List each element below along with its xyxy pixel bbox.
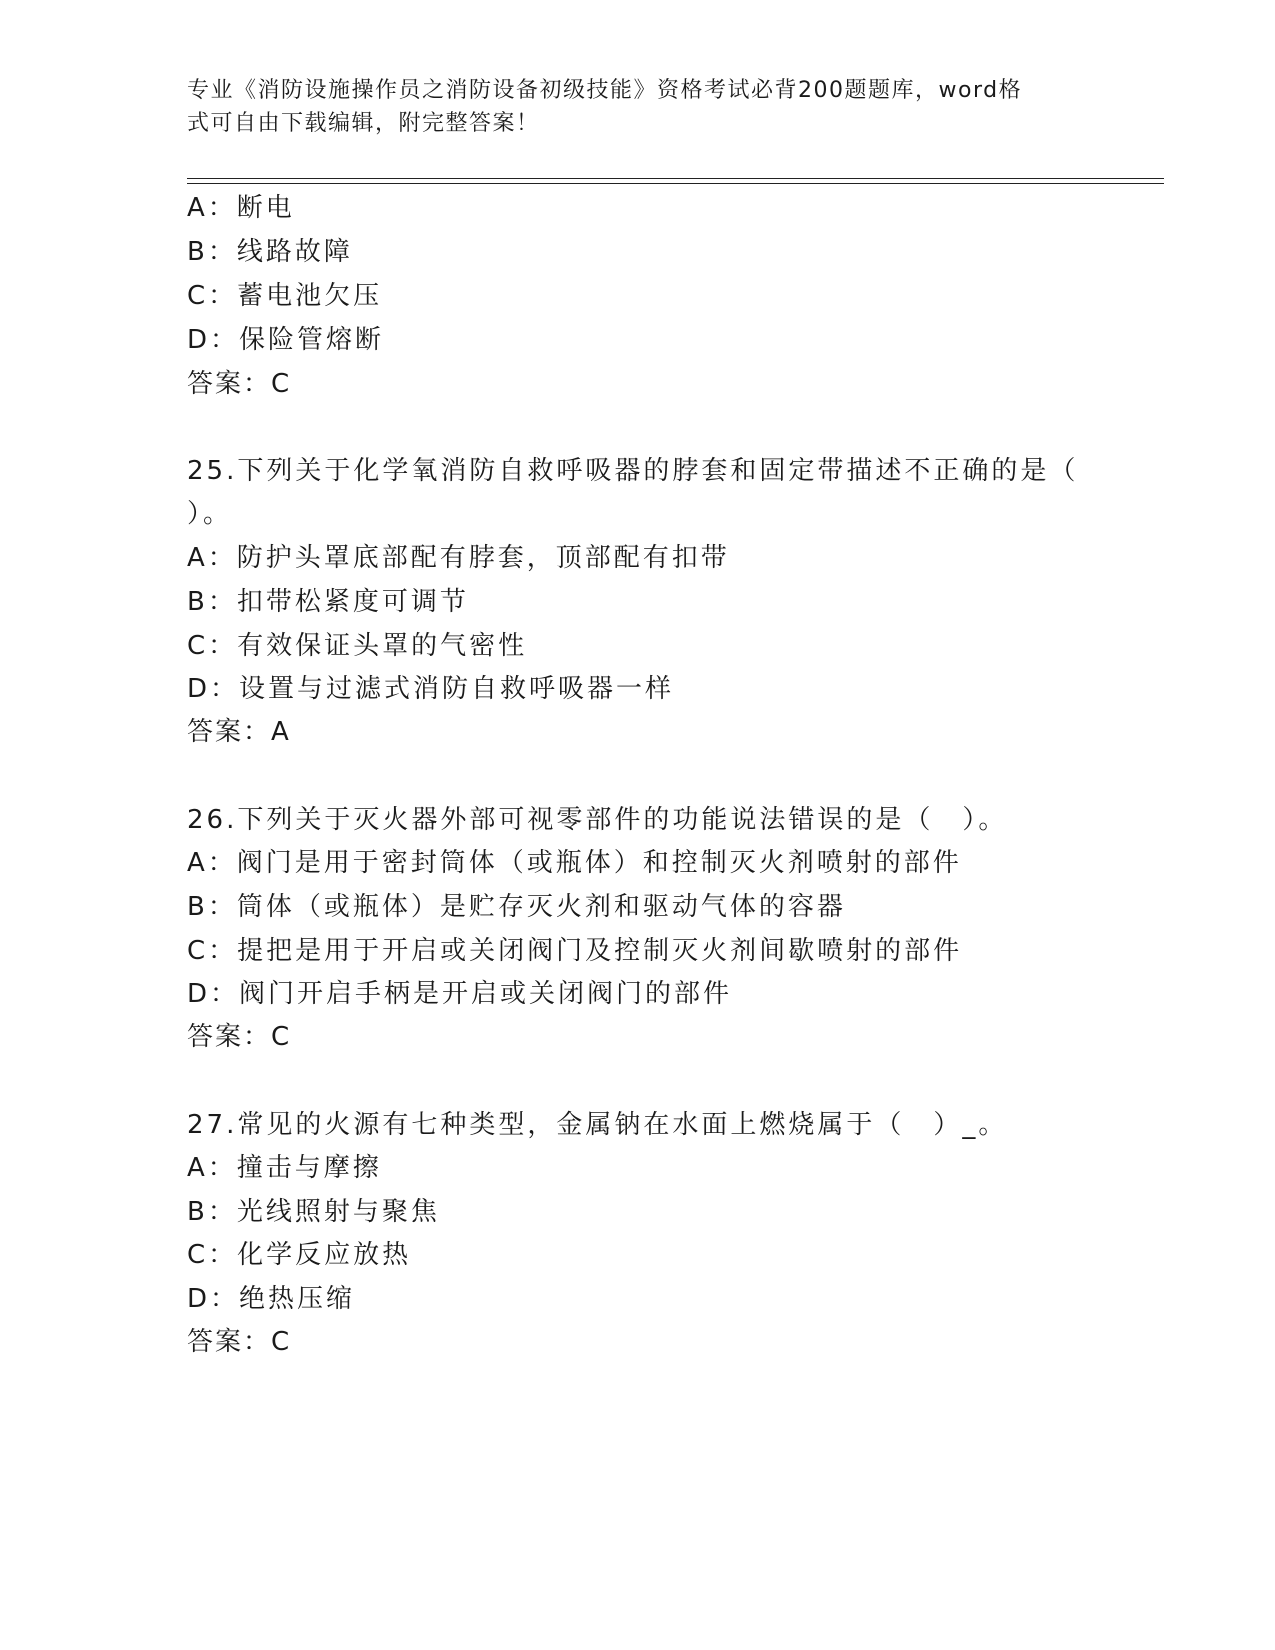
q26-option-c: C：提把是用于开启或关闭阀门及控制灭火剂间歇喷射的部件 xyxy=(187,936,963,966)
q25-stem-line1: 25.下列关于化学氧消防自救呼吸器的脖套和固定带描述不正确的是（ xyxy=(187,456,1079,486)
q26-stem-line1: 26.下列关于灭火器外部可视零部件的功能说法错误的是（ ）。 xyxy=(187,805,1008,835)
header-divider-top xyxy=(187,178,1164,179)
q27-option-b: B：光线照射与聚焦 xyxy=(187,1197,440,1227)
q26-answer: 答案：C xyxy=(187,1022,292,1052)
q25-answer: 答案：A xyxy=(187,717,291,747)
header-line-2: 式可自由下载编辑，附完整答案！ xyxy=(187,111,540,136)
header-line-1: 专业《消防设施操作员之消防设备初级技能》资格考试必背200题题库，word格 xyxy=(187,78,1023,103)
q27-option-c: C：化学反应放热 xyxy=(187,1240,412,1270)
prev-option-c: C：蓄电池欠压 xyxy=(187,281,383,311)
prev-answer: 答案：C xyxy=(187,369,292,399)
document-header xyxy=(187,74,1087,140)
q26-option-a: A：阀门是用于密封筒体（或瓶体）和控制灭火剂喷射的部件 xyxy=(187,848,962,878)
q27-option-a: A：撞击与摩擦 xyxy=(187,1153,382,1183)
q26-option-d: D：阀门开启手柄是开启或关闭阀门的部件 xyxy=(187,979,733,1009)
q25-option-d: D：设置与过滤式消防自救呼吸器一样 xyxy=(187,674,675,704)
q27-option-d: D：绝热压缩 xyxy=(187,1284,356,1314)
q27-stem-line1: 27.常见的火源有七种类型，金属钠在水面上燃烧属于（ ）_。 xyxy=(187,1110,1008,1140)
q25-option-c: C：有效保证头罩的气密性 xyxy=(187,631,528,661)
q25-stem-line2: ）。 xyxy=(187,499,233,529)
prev-option-d: D：保险管熔断 xyxy=(187,325,385,355)
q25-option-a: A：防护头罩底部配有脖套，顶部配有扣带 xyxy=(187,543,730,573)
q25-option-b: B：扣带松紧度可调节 xyxy=(187,587,469,617)
header-divider-bottom xyxy=(187,183,1164,184)
prev-option-a: A：断电 xyxy=(187,193,295,223)
prev-option-b: B：线路故障 xyxy=(187,237,353,267)
q26-option-b: B：筒体（或瓶体）是贮存灭火剂和驱动气体的容器 xyxy=(187,892,846,922)
q27-answer: 答案：C xyxy=(187,1327,292,1357)
